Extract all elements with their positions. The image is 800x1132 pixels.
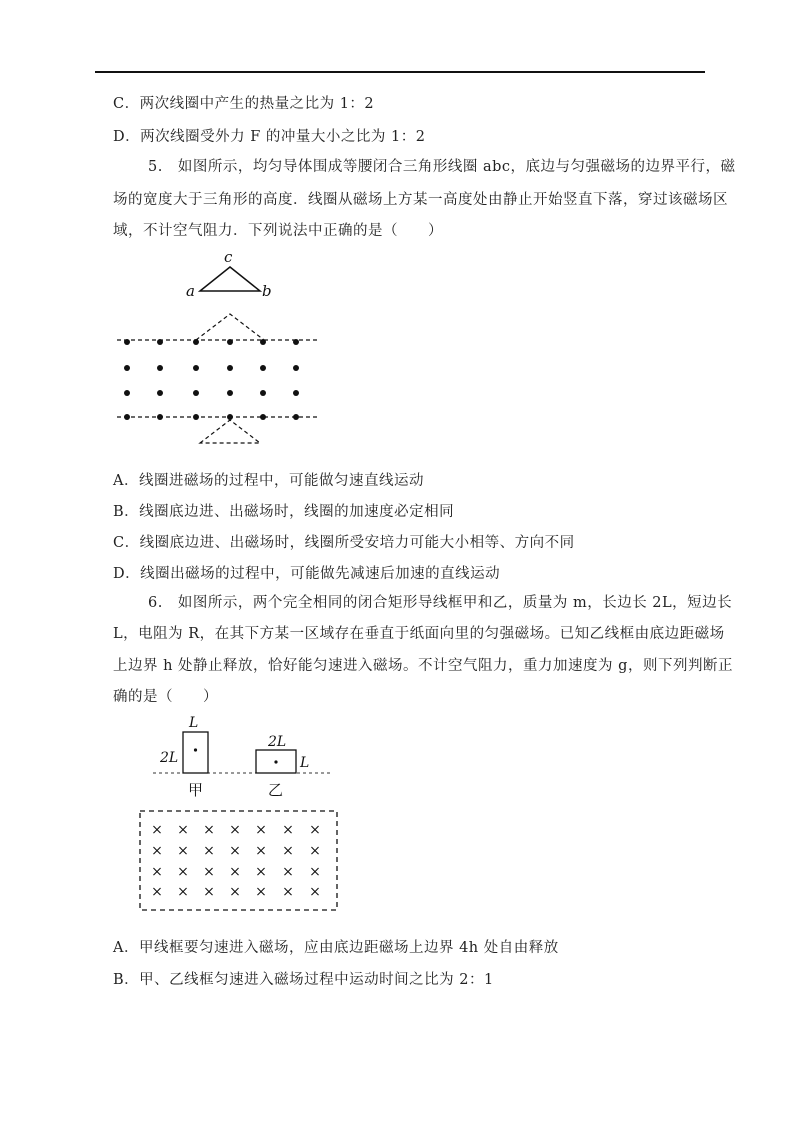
jia-name: 甲 [188,781,204,799]
label-c: c [224,248,233,266]
svg-text:×: × [309,884,321,900]
frame-jia [159,715,208,799]
svg-text:×: × [309,822,321,838]
q5-stem-line1: 5. 如图所示，均匀导体围成等腰闭合三角形线圈 abc，底边与匀强磁场的边界平行，磁 [148,159,736,175]
svg-text:×: × [309,843,321,859]
svg-text:×: × [151,864,163,880]
svg-text:×: × [151,884,163,900]
svg-text:×: × [229,884,241,900]
svg-text:×: × [229,864,241,880]
q5-stem-line2: 场的宽度大于三角形的高度．线圈从磁场上方某一高度处由静止开始竖直下落，穿过该磁场区 [113,192,728,208]
svg-text:×: × [255,864,267,880]
svg-text:×: × [177,864,189,880]
svg-text:×: × [203,884,215,900]
q5-option-d: D．线圈出磁场的过程中，可能做先减速后加速的直线运动 [113,566,501,582]
svg-text:×: × [282,864,294,880]
q6-stem-line3: 上边界 h 处静止释放，恰好能匀速进入磁场。不计空气阻力，重力加速度为 g，则下列判断正 [113,658,733,674]
jia-top-label: L [189,715,199,731]
svg-text:×: × [255,822,267,838]
label-a: a [186,282,195,300]
q6-stem-line1: 6. 如图所示，两个完全相同的闭合矩形导线框甲和乙，质量为 m，长边长 2L，短边长 [148,595,733,611]
svg-text:×: × [203,843,215,859]
svg-text:×: × [177,822,189,838]
svg-text:×: × [282,843,294,859]
svg-text:×: × [229,843,241,859]
svg-text:×: × [255,843,267,859]
svg-text:×: × [203,864,215,880]
q5-option-c: C．线圈底边进、出磁场时，线圈所受安培力可能大小相等、方向不同 [113,535,575,551]
svg-text:×: × [282,822,294,838]
q5-stem-line3: 域，不计空气阻力．下列说法中正确的是（ ） [113,223,443,239]
svg-text:×: × [177,884,189,900]
yi-top-label: 2L [268,734,287,750]
svg-text:×: × [151,843,163,859]
svg-text:×: × [309,864,321,880]
q6-option-a: A．甲线框要匀速进入磁场，应由底边距磁场上边界 4h 处自由释放 [113,940,559,956]
svg-text:×: × [282,884,294,900]
yi-name: 乙 [268,781,284,799]
q6-option-b: B．甲、乙线框匀速进入磁场过程中运动时间之比为 2：1 [113,972,494,988]
q4-option-d: D．两次线圈受外力 F 的冲量大小之比为 1：2 [113,129,426,145]
svg-text:×: × [255,884,267,900]
svg-text:×: × [177,843,189,859]
jia-side-label: 2L [160,750,179,766]
q6-stem-line4: 确的是（ ） [113,689,218,705]
field-crosses [151,822,321,900]
svg-text:×: × [203,822,215,838]
svg-text:×: × [229,822,241,838]
label-b: b [262,282,272,300]
q5-option-b: B．线圈底边进、出磁场时，线圈的加速度必定相同 [113,504,455,520]
q4-option-c: C．两次线圈中产生的热量之比为 1：2 [113,96,375,112]
svg-text:×: × [151,822,163,838]
q6-stem-line2: L，电阻为 R，在其下方某一区域存在垂直于纸面向里的匀强磁场。已知乙线框由底边距磁场 [113,626,725,642]
frame-yi [256,734,309,799]
q5-option-a: A．线圈进磁场的过程中，可能做匀速直线运动 [113,473,424,489]
yi-side-label: L [300,755,310,771]
